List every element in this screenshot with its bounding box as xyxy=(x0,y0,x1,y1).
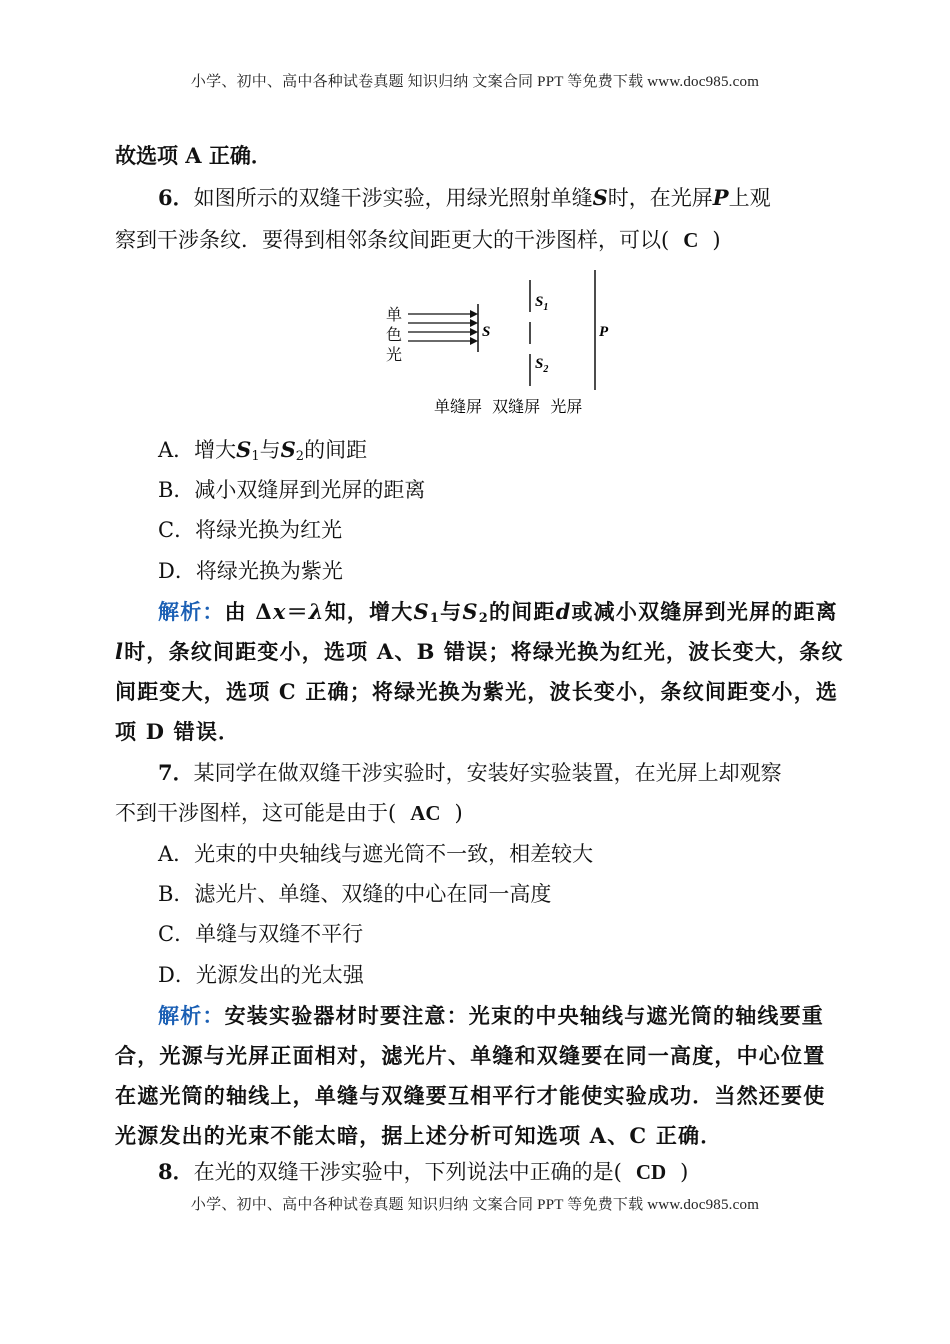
q7-close: ) xyxy=(454,801,463,825)
q8-close: ) xyxy=(680,1160,689,1184)
q6-answer: C xyxy=(683,228,699,252)
q6-sol-e: 的间距 xyxy=(488,599,556,624)
fig-s1-label: $S_1$ xyxy=(535,294,549,313)
q7-option-d: D．光源发出的光太强 xyxy=(158,963,364,987)
q6-option-b: B．减小双缝屏到光屏的距离 xyxy=(158,478,426,502)
fig-label-se: 色 xyxy=(386,325,403,344)
q6-option-a-sub2: 2 xyxy=(295,449,305,464)
q8-answer: CD xyxy=(635,1160,667,1184)
q6-close: ) xyxy=(712,228,721,252)
q7-solution-line3: 在遮光筒的轴线上，单缝与双缝要互相平行才能使实验成功．当然还要使 xyxy=(115,1083,826,1108)
q6-sol-sub1: 1 xyxy=(429,611,441,626)
fig-caption: 单缝屏 双缝屏 光屏 xyxy=(434,397,583,416)
q6-sol-l: l xyxy=(115,639,125,664)
q6-sol-b: ＝ xyxy=(286,599,309,624)
q6-solution-label: 解析： xyxy=(158,599,225,624)
q6-solution-line2 xyxy=(115,638,844,666)
q7-solution-line4: 光源发出的光束不能太暗，据上述分析可知选项 A、C 正确． xyxy=(115,1123,723,1148)
fig-s-label: S xyxy=(482,324,491,340)
q8-stem xyxy=(158,1158,688,1186)
q6-sol-x: x xyxy=(272,599,287,624)
q6-solution-line4: 项 D 错误． xyxy=(115,719,241,744)
q6-option-d: D．将绿光换为紫光 xyxy=(158,559,343,583)
q7-number: 7． xyxy=(158,760,194,785)
q6-sol-s2: S xyxy=(462,599,479,624)
q7-solution-line2: 合，光源与光屏正面相对，滤光片、单缝和双缝要在同一高度，中心位置 xyxy=(115,1043,826,1068)
q7-stem-b: 不到干涉图样，这可能是由于( xyxy=(115,801,397,825)
q7-sol-l1-text: 安装实验器材时要注意：光束的中央轴线与遮光筒的轴线要重 xyxy=(224,1003,825,1028)
q6-sol-l2-text: 时，条纹间距变小，选项 A、B 错误；将绿光换为红光，波长变大，条纹 xyxy=(124,639,844,664)
incident-light-arrows xyxy=(408,310,478,345)
fig-label-guang: 光 xyxy=(386,345,403,364)
q6-solution-line1 xyxy=(158,598,838,626)
q6-sol-lambda: λ xyxy=(308,599,325,624)
q6-sol-s1: S xyxy=(413,599,430,624)
q7-answer: AC xyxy=(410,801,441,825)
q6-sol-f: 或减小双缝屏到光屏的距离 xyxy=(571,599,838,624)
q6-option-a-s1: S xyxy=(236,437,252,462)
q6-option-a-sub1: 1 xyxy=(251,449,260,464)
page-header: 小学、初中、高中各种试卷真题 知识归纳 文案合同 PPT 等免费下载 www.doc985.com xyxy=(190,74,760,90)
q8-stem-text: 在光的双缝干涉实验中，下列说法中正确的是( xyxy=(193,1160,622,1184)
q6-var-p: P xyxy=(712,185,729,210)
q6-option-a-s2: S xyxy=(280,437,296,462)
q7-option-b: B．滤光片、单缝、双缝的中心在同一高度 xyxy=(158,882,552,906)
q6-option-a-mid: 与 xyxy=(259,438,281,462)
q8-number: 8． xyxy=(158,1159,194,1184)
q7-stem-line2 xyxy=(115,799,463,827)
q6-sol-sub2: 2 xyxy=(478,611,489,626)
q6-option-a-pre: A．增大 xyxy=(158,438,237,462)
q7-option-c: C．单缝与双缝不平行 xyxy=(158,922,364,946)
q6-stem-c: 上观 xyxy=(728,186,771,210)
q6-sol-a: 由 Δ xyxy=(224,599,273,624)
q7-stem-a: 某同学在做双缝干涉实验时，安装好实验装置，在光屏上却观察 xyxy=(193,761,782,785)
page-footer: 小学、初中、高中各种试卷真题 知识归纳 文案合同 PPT 等免费下载 www.doc985.com xyxy=(190,1197,760,1213)
q6-stem-line2-text: 察到干涉条纹．要得到相邻条纹间距更大的干涉图样，可以( xyxy=(115,228,670,252)
previous-answer-tail: 故选项 A 正确． xyxy=(115,143,272,168)
q6-sol-d: 与 xyxy=(440,599,463,624)
q6-number: 6． xyxy=(158,185,194,210)
q7-solution-label: 解析： xyxy=(158,1003,225,1028)
q6-stem-b: 时，在光屏 xyxy=(607,186,713,210)
q6-option-c: C．将绿光换为红光 xyxy=(158,518,343,542)
q7-option-a: A．光束的中央轴线与遮光筒不一致，相差较大 xyxy=(158,842,594,866)
double-slit-diagram xyxy=(378,262,628,422)
q6-sol-c: 知，增大 xyxy=(324,599,414,624)
q7-stem-line1 xyxy=(158,759,782,787)
q6-stem-line2 xyxy=(115,226,721,254)
q6-var-s: S xyxy=(592,185,608,210)
q7-solution-line1 xyxy=(158,1002,824,1030)
q6-solution-line3: 间距变大，选项 C 正确；将绿光换为紫光，波长变小，条纹间距变小，选 xyxy=(115,679,839,704)
fig-label-dan: 单 xyxy=(386,305,403,324)
q6-stem-line1 xyxy=(158,184,771,212)
fig-p-label: P xyxy=(599,324,609,340)
q6-stem-a: 如图所示的双缝干涉实验，用绿光照射单缝 xyxy=(193,186,593,210)
fig-s2-label: $S_2$ xyxy=(535,356,549,375)
q6-sol-dvar: d xyxy=(555,599,572,624)
q6-option-a-post: 的间距 xyxy=(304,438,368,462)
q6-option-a xyxy=(158,436,367,464)
